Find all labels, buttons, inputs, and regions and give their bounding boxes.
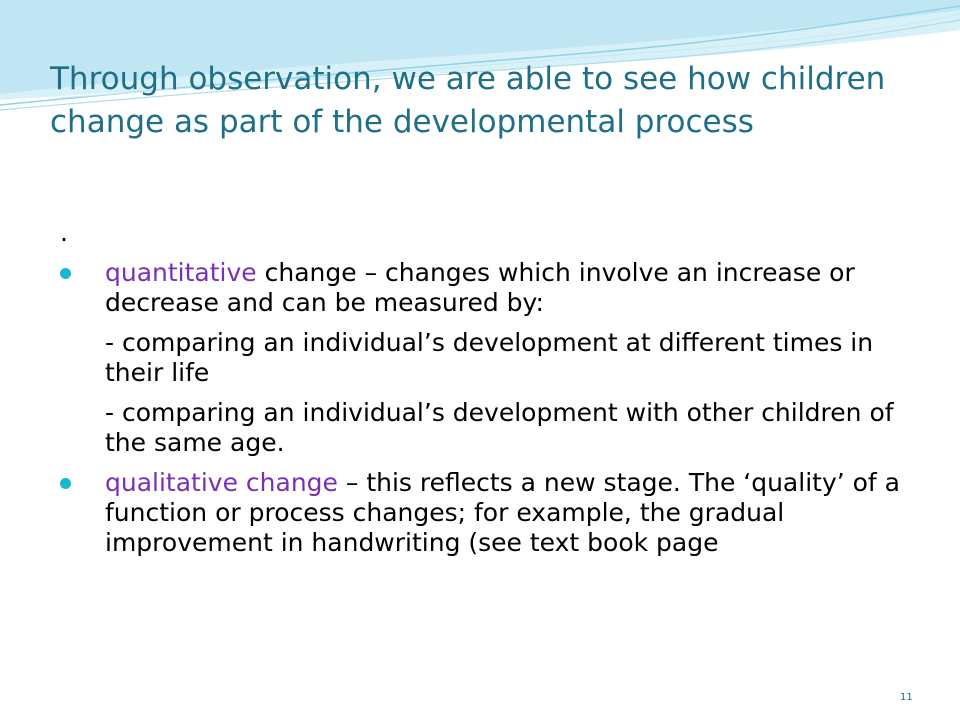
bullet-text [105,258,920,318]
bullet-text [105,468,920,558]
keyword-qualitative: qualitative change [105,468,338,497]
bullet-item-quantitative [60,258,920,318]
bullet-description: – this reflects a new stage. The ‘quality’ of a function or process changes; for example, the gradual improvement in handwriting (see text book page [105,468,900,557]
bullet-dot-icon [60,478,71,489]
keyword-quantitative: quantitative [105,258,257,287]
page-number: 11 [900,692,913,703]
bullet-description: change – changes which involve an increase or decrease and can be measured by: [105,258,855,317]
slide-body [60,218,920,568]
bullet-dot-icon [60,268,71,279]
slide-title: Through observation, we are able to see how children change as part of the developmental process [50,61,886,140]
subpoint-different-times: - comparing an individual’s development at different times in their life [105,328,874,387]
subpoint-other-children: - comparing an individual’s development with other children of the same age. [105,398,894,457]
stray-dot: . [60,218,68,247]
bullet-item-qualitative [60,468,920,558]
